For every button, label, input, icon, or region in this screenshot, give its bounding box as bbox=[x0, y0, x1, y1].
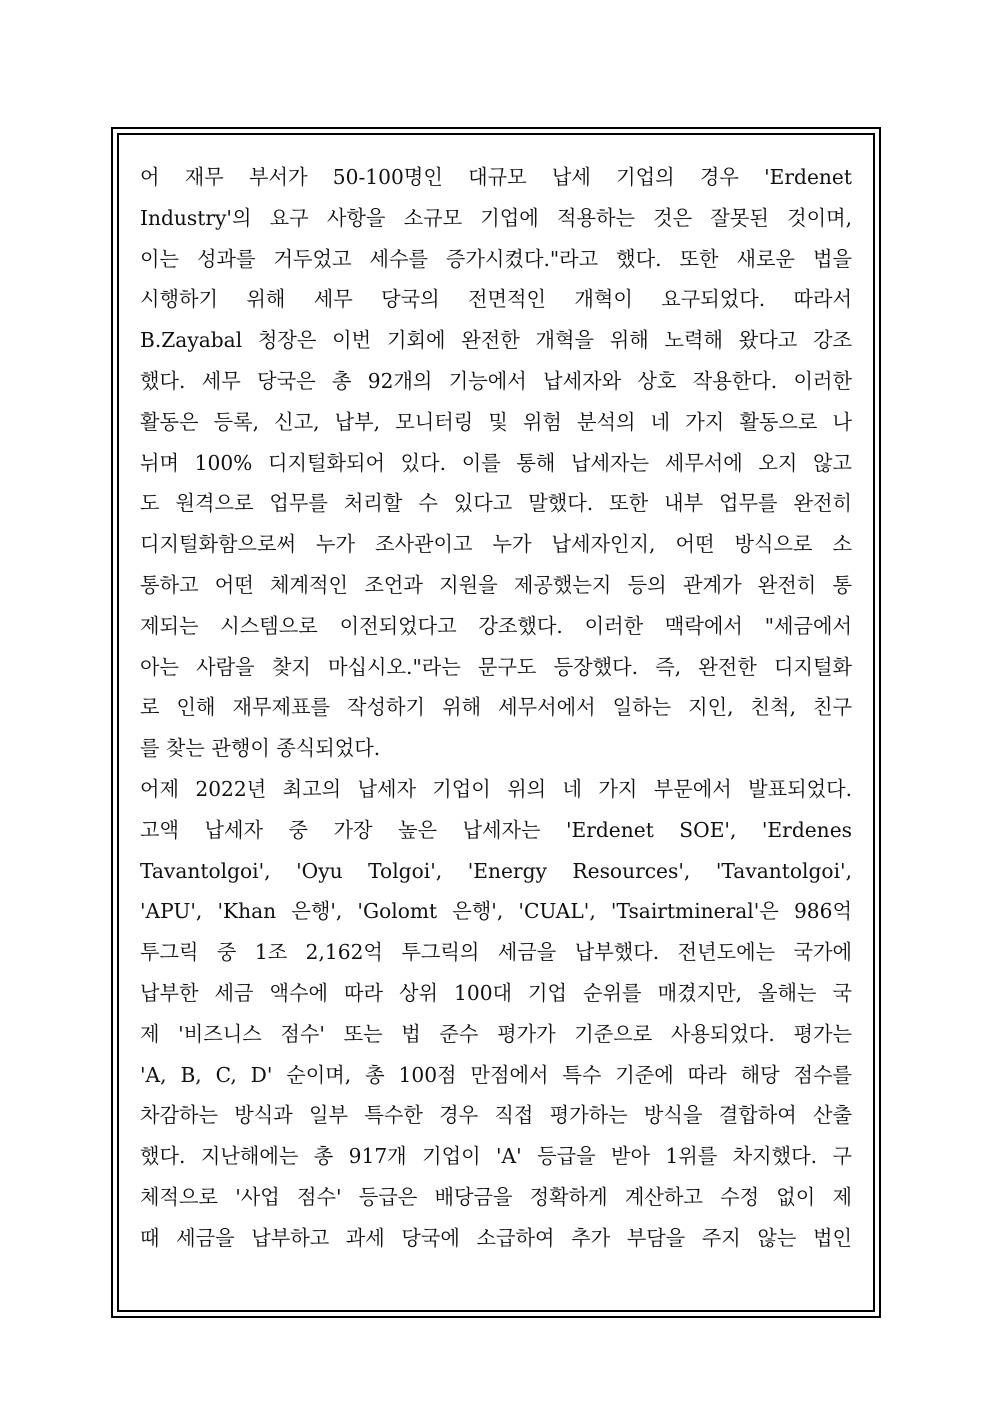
text-line: 때 세금을 납부하고 과세 당국에 소급하여 추가 부담을 주지 않는 법인 bbox=[140, 1225, 852, 1250]
text-line: 납부한 세금 액수에 따라 상위 100대 기업 순위를 매겼지만, 올해는 국 bbox=[140, 980, 852, 1005]
text-line: 로 인해 재무제표를 작성하기 위해 세무서에서 일하는 지인, 친척, 친구 bbox=[140, 695, 852, 720]
text-line: 제 '비즈니스 점수' 또는 법 준수 평가가 기준으로 사용되었다. 평가는 bbox=[140, 1021, 852, 1046]
text-line: 했다. 세무 당국은 총 92개의 기능에서 납세자와 상호 작용한다. 이러한 bbox=[140, 368, 852, 393]
text-line: 'APU', 'Khan 은행', 'Golomt 은행', 'CUAL', 'Tsairtmineral'은 986억 bbox=[140, 899, 852, 924]
text-line: 'A, B, C, D' 순이며, 총 100점 만점에서 특수 기준에 따라 해당 점수를 bbox=[140, 1062, 852, 1087]
text-line: 차감하는 방식과 일부 특수한 경우 직접 평가하는 방식을 결합하여 산출 bbox=[140, 1103, 852, 1128]
text-line: 고액 납세자 중 가장 높은 납세자는 'Erdenet SOE', 'Erdenes bbox=[140, 817, 852, 842]
article-body bbox=[140, 157, 852, 1259]
text-line: 활동은 등록, 신고, 납부, 모니터링 및 위험 분석의 네 가지 활동으로 나 bbox=[140, 409, 852, 434]
text-line: 어 재무 부서가 50-100명인 대규모 납세 기업의 경우 'Erdenet bbox=[140, 165, 852, 189]
text-line: Industry'의 요구 사항을 소규모 기업에 적용하는 것은 잘못된 것이며, bbox=[140, 205, 852, 230]
text-line: Tavantolgoi', 'Oyu Tolgoi', 'Energy Resources', 'Tavantolgoi', bbox=[140, 858, 852, 883]
text-line: 뉘며 100% 디지털화되어 있다. 이를 통해 납세자는 세무서에 오지 않고 bbox=[140, 450, 852, 475]
text-line: 했다. 지난해에는 총 917개 기업이 'A' 등급을 받아 1위를 차지했다. 구 bbox=[140, 1144, 852, 1169]
text-line: 통하고 어떤 체계적인 조언과 지원을 제공했는지 등의 관계가 완전히 통 bbox=[140, 572, 852, 597]
text-line: 제되는 시스템으로 이전되었다고 강조했다. 이러한 맥락에서 "세금에서 bbox=[140, 613, 852, 638]
text-line: 아는 사람을 찾지 마십시오."라는 문구도 등장했다. 즉, 완전한 디지털화 bbox=[140, 654, 852, 679]
text-line: B.Zayabal 청장은 이번 기회에 완전한 개혁을 위해 노력해 왔다고 강조 bbox=[140, 328, 852, 353]
text-line: 디지털화함으로써 누가 조사관이고 누가 납세자인지, 어떤 방식으로 소 bbox=[140, 532, 852, 557]
text-line: 이는 성과를 거두었고 세수를 증가시켰다."라고 했다. 또한 새로운 법을 bbox=[140, 246, 852, 271]
text-line: 를 찾는 관행이 종식되었다. bbox=[140, 736, 381, 761]
text-line: 투그릭 중 1조 2,162억 투그릭의 세금을 납부했다. 전년도에는 국가에 bbox=[140, 940, 852, 965]
text-line: 시행하기 위해 세무 당국의 전면적인 개혁이 요구되었다. 따라서 bbox=[140, 287, 852, 312]
text-line: 어제 2022년 최고의 납세자 기업이 위의 네 가지 부문에서 발표되었다. bbox=[140, 776, 852, 801]
text-line: 도 원격으로 업무를 처리할 수 있다고 말했다. 또한 내부 업무를 완전히 bbox=[140, 491, 852, 516]
text-line: 체적으로 '사업 점수' 등급은 배당금을 정확하게 계산하고 수정 없이 제 bbox=[140, 1184, 852, 1209]
